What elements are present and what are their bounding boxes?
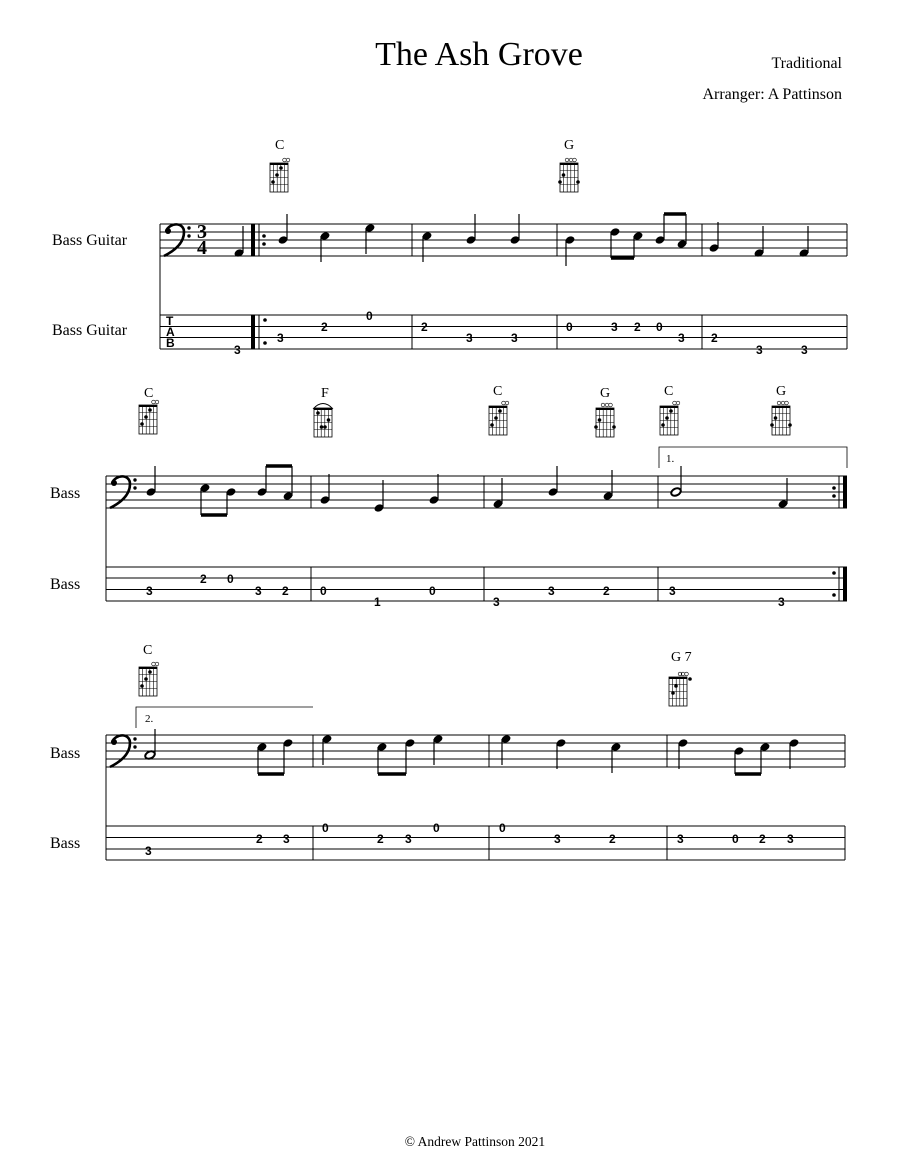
instrument-name: Bass Guitar <box>52 232 128 249</box>
tab-number: 0 <box>366 309 373 323</box>
note <box>670 487 682 497</box>
tab-number: 2 <box>603 584 610 598</box>
bass-staff <box>160 224 847 256</box>
time-signature-bottom: 4 <box>197 237 207 259</box>
chord-diagram <box>660 384 680 435</box>
tab-number: 0 <box>566 320 573 334</box>
barline <box>412 224 847 349</box>
bass-staff <box>106 476 847 508</box>
tab-number: 2 <box>200 572 207 586</box>
tab-number: 3 <box>801 343 808 357</box>
tab-number: 3 <box>466 331 473 345</box>
arranger-credit: Arranger: A Pattinson <box>702 86 842 103</box>
tab-number: 3 <box>511 331 518 345</box>
chord-name: G <box>564 138 575 153</box>
tab-number: 0 <box>429 584 436 598</box>
instrument-name: Bass <box>50 745 81 762</box>
chord-diagram <box>594 386 616 437</box>
tab-number: 3 <box>548 584 555 598</box>
chord-diagram <box>139 386 159 434</box>
chord-diagram <box>270 138 290 192</box>
tab-clef-letter: T <box>166 314 174 328</box>
volta-bracket <box>659 447 847 468</box>
tab-staff <box>106 567 847 601</box>
tab-number: 1 <box>374 595 381 609</box>
tab-number: 3 <box>677 832 684 846</box>
instrument-name: Bass <box>50 576 81 593</box>
tab-number: 3 <box>234 343 241 357</box>
tab-number: 3 <box>787 832 794 846</box>
tab-number: 0 <box>227 572 234 586</box>
system-1 <box>52 138 847 357</box>
tab-number: 2 <box>609 832 616 846</box>
volta-bracket <box>136 707 313 728</box>
chord-name: C <box>143 643 153 658</box>
instrument-name: Bass <box>50 835 81 852</box>
tab-number: 2 <box>759 832 766 846</box>
tab-number: 3 <box>405 832 412 846</box>
chord-diagram <box>669 650 692 706</box>
bass-staff <box>106 735 845 767</box>
tab-number: 0 <box>499 821 506 835</box>
chord-diagram <box>770 384 792 435</box>
tab-number: 2 <box>377 832 384 846</box>
tab-number: 2 <box>282 584 289 598</box>
tab-staff <box>160 315 847 349</box>
chord-name: F <box>321 386 329 401</box>
page-title: The Ash Grove <box>375 36 583 73</box>
tab-number: 0 <box>732 832 739 846</box>
chord-diagram <box>489 384 509 435</box>
tab-number: 0 <box>320 584 327 598</box>
tab-number: 3 <box>778 595 785 609</box>
tab-number: 2 <box>711 331 718 345</box>
chord-diagram <box>139 643 159 696</box>
instrument-name: Bass <box>50 485 81 502</box>
repeat-end-barline <box>832 476 847 601</box>
tab-number: 3 <box>277 331 284 345</box>
tab-number: 3 <box>146 584 153 598</box>
tab-number: 2 <box>421 320 428 334</box>
tab-number: 3 <box>554 832 561 846</box>
tab-number: 3 <box>145 844 152 858</box>
chord-name: C <box>275 138 285 153</box>
tab-numbers <box>234 309 808 357</box>
tab-numbers <box>145 821 794 858</box>
tab-number: 2 <box>256 832 263 846</box>
composer-credit: Traditional <box>771 55 842 72</box>
chord-name: G 7 <box>671 650 692 665</box>
tab-number: 3 <box>669 584 676 598</box>
tab-number: 2 <box>634 320 641 334</box>
chord-diagram <box>313 386 333 437</box>
tab-number: 3 <box>678 331 685 345</box>
tab-number: 0 <box>322 821 329 835</box>
chord-name: G <box>776 384 787 399</box>
system-2 <box>50 384 847 609</box>
tab-number: 3 <box>493 595 500 609</box>
chord-diagram <box>558 138 580 192</box>
chord-name: C <box>144 386 154 401</box>
volta-label: 2. <box>145 713 154 725</box>
tab-number: 3 <box>255 584 262 598</box>
tab-number: 3 <box>756 343 763 357</box>
tab-number: 3 <box>611 320 618 334</box>
system-3 <box>50 643 845 860</box>
chord-name: C <box>664 384 674 399</box>
chord-name: G <box>600 386 611 401</box>
copyright-footer: © Andrew Pattinson 2021 <box>404 1134 546 1149</box>
repeat-start-barline <box>251 224 267 349</box>
tab-clef-letter: B <box>166 336 175 350</box>
time-signature-top: 3 <box>197 221 207 243</box>
chord-name: C <box>493 384 503 399</box>
volta-label: 1. <box>666 453 675 465</box>
tab-number: 2 <box>321 320 328 334</box>
tab-number: 0 <box>433 821 440 835</box>
tab-number: 0 <box>656 320 663 334</box>
tab-number: 3 <box>283 832 290 846</box>
tab-clef-letter: A <box>166 325 175 339</box>
instrument-name: Bass Guitar <box>52 322 128 339</box>
